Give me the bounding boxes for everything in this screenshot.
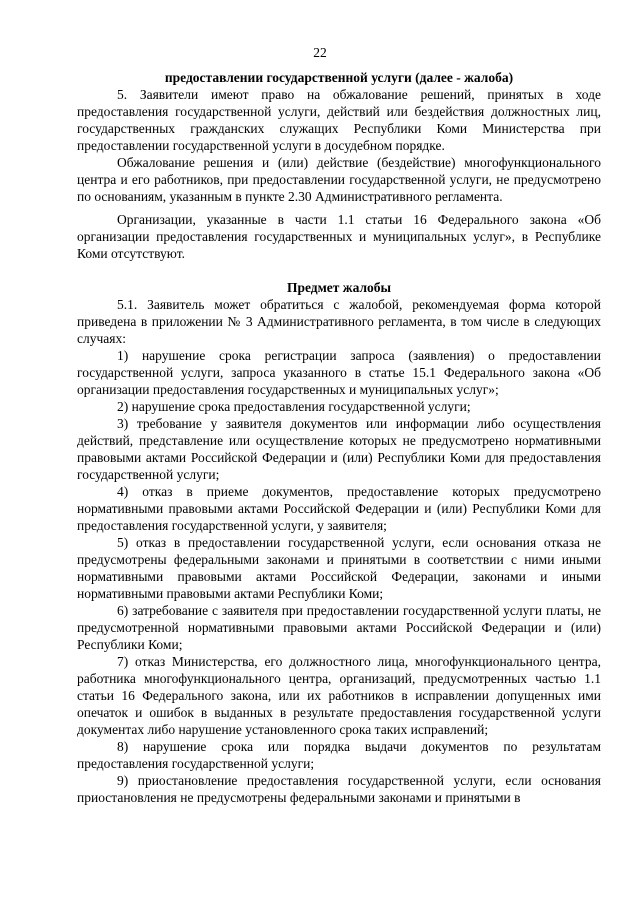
list-item: 9) приостановление предоставления государственной услуги, если основания приостановления не предусмотрены федеральными законами и принятыми в (77, 773, 601, 805)
list-item: 4) отказ в приеме документов, предоставление которых предусмотрено нормативными правовыми актами Российской Федерации и (или) Республики Коми для предоставления государственной услуги, у заявителя; (77, 484, 601, 533)
list-item: 8) нарушение срока или порядка выдачи документов по результатам предоставления государственной услуги; (77, 739, 601, 771)
page-number: 22 (313, 45, 327, 60)
spacer (77, 262, 601, 279)
paragraph-5: 5. Заявители имеют право на обжалование решений, принятых в ходе предоставления государственной услуги, действий или бездействия должностных лиц, государственных гражданских служащих Республики Коми Министерства при предоставлении государственной услуги в досудебном порядке. (77, 87, 601, 153)
heading-continuation: предоставлении государственной услуги (далее - жалоба) (164, 70, 514, 85)
list-item: 1) нарушение срока регистрации запроса (заявления) о предоставлении государственной услуги, запроса указанного в статье 15.1 Федерального закона «Об организации предоставления государственных и муниципальных услуг»; (77, 348, 601, 397)
paragraph-organizations: Организации, указанные в части 1.1 статьи 16 Федерального закона «Об организации предоставления государственных и муниципальных услуг», в Республике Коми отсутствуют. (77, 212, 601, 261)
paragraph-5-1: 5.1. Заявитель может обратиться с жалобой, рекомендуемая форма которой приведена в приложении № 3 Административного регламента, в том числе в следующих случаях: (77, 297, 601, 346)
list-item: 5) отказ в предоставлении государственной услуги, если основания отказа не предусмотрены федеральными законами и принятыми в соответствии с ними иными нормативными правовыми актами Российской Федерации, законами и иными нормативными правовыми актами Республики Коми; (77, 535, 601, 601)
list-item: 7) отказ Министерства, его должностного лица, многофункционального центра, работника многофункционального центра, организаций, предусмотренных частью 1.1 статьи 16 Федерального закона, или их работников в исправлении допущенных ими опечаток и ошибок в выданных в результате предоставления государственной услуги документах либо нарушение установленного срока таких исправлений; (77, 654, 601, 737)
section-title: Предмет жалобы (286, 280, 392, 295)
list-item: 3) требование у заявителя документов или информации либо осуществления действий, представление или осуществление которых не предусмотрено нормативными правовыми актами Российской Федерации и (или) Республики Коми для предоставления государственной услуги; (77, 416, 601, 482)
list-item: 6) затребование с заявителя при предоставлении государственной услуги платы, не предусмотренной нормативными правовыми актами Российской Федерации и (или) Республики Коми; (77, 603, 601, 652)
paragraph-appeal: Обжалование решения и (или) действие (бездействие) многофункционального центра и его работников, при предоставлении государственной услуги, не предусмотрено по основаниям, указанным в пункте 2.30 Административного регламента. (77, 155, 601, 204)
list-item: 2) нарушение срока предоставления государственной услуги; (117, 399, 471, 414)
document-body (77, 69, 601, 806)
